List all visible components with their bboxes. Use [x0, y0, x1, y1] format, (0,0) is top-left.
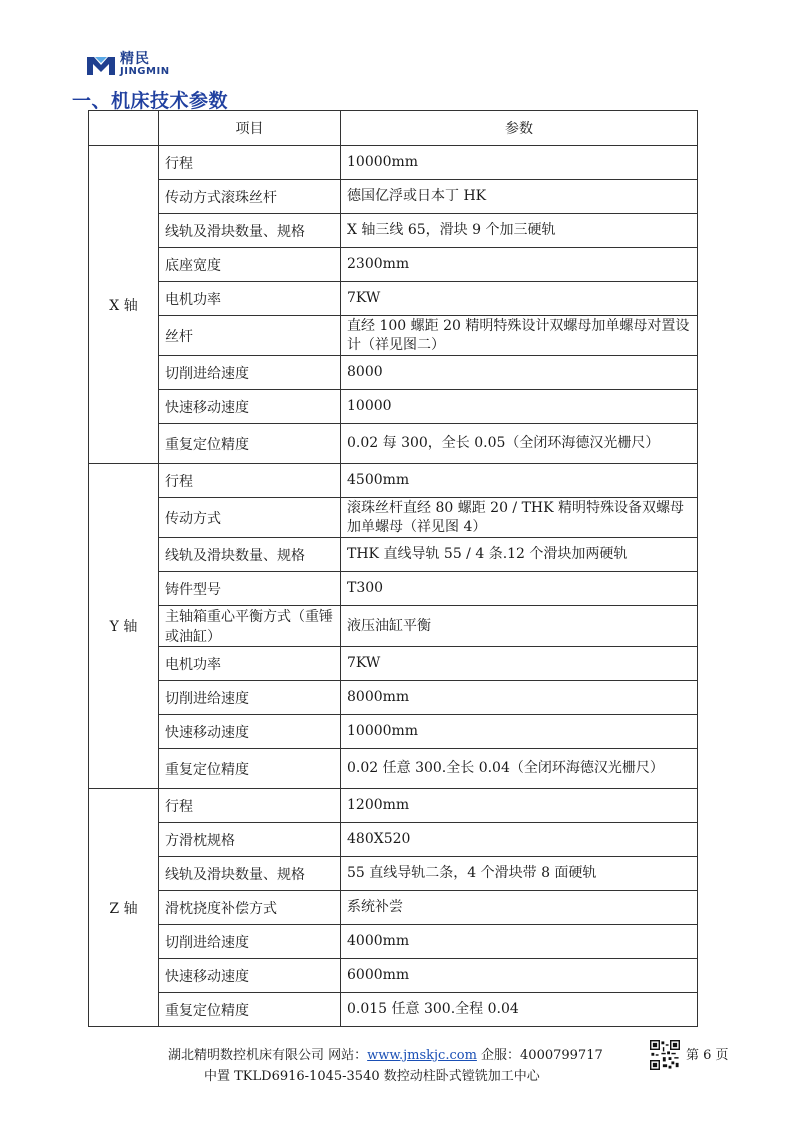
table-row	[89, 282, 698, 316]
param-value: 7KW	[341, 647, 698, 681]
param-name: 电机功率	[159, 647, 341, 681]
param-value: 8000mm	[341, 681, 698, 715]
table-row	[89, 248, 698, 282]
param-name: 切削进给速度	[159, 925, 341, 959]
param-value: 0.015 任意 300.全程 0.04	[341, 993, 698, 1027]
logo-cn-text: 精民	[120, 51, 150, 67]
header-item: 项目	[159, 111, 341, 146]
param-value: 8000	[341, 356, 698, 390]
table-row	[89, 180, 698, 214]
param-name: 传动方式滚珠丝杆	[159, 180, 341, 214]
param-value: 德国亿浮或日本丁 HK	[341, 180, 698, 214]
footer-company: 湖北精明数控机床有限公司 网站：	[168, 1048, 368, 1063]
param-value: 10000	[341, 390, 698, 424]
param-value: 系统补尝	[341, 891, 698, 925]
param-name: 重复定位精度	[159, 993, 341, 1027]
table-row	[89, 538, 698, 572]
table-row	[89, 606, 698, 647]
table-row	[89, 647, 698, 681]
table-row	[89, 959, 698, 993]
param-value: 4500mm	[341, 464, 698, 498]
table-row	[89, 925, 698, 959]
param-value: 10000mm	[341, 715, 698, 749]
company-logo	[86, 52, 170, 77]
section-heading: 一、机床技术参数	[72, 90, 229, 112]
param-name: 铸件型号	[159, 572, 341, 606]
param-value: 55 直线导轨二条，4 个滑块带 8 面硬轨	[341, 857, 698, 891]
table-row	[89, 823, 698, 857]
axis-label: Z 轴	[89, 789, 159, 1027]
spec-table-body	[89, 146, 698, 1027]
axis-label: X 轴	[89, 146, 159, 464]
page-number: 第 6 页	[686, 1048, 729, 1063]
param-name: 主轴箱重心平衡方式（重锤或油缸）	[159, 606, 341, 647]
logo-mark-icon	[86, 54, 116, 76]
param-value: X 轴三线 65，滑块 9 个加三硬轨	[341, 214, 698, 248]
footer-service: 企服：4000799717	[476, 1048, 603, 1063]
param-name: 快速移动速度	[159, 390, 341, 424]
param-name: 电机功率	[159, 282, 341, 316]
footer-line-1	[168, 1044, 603, 1063]
param-name: 丝杆	[159, 316, 341, 356]
param-value: 7KW	[341, 282, 698, 316]
logo-en-text: JINGMIN	[120, 66, 170, 77]
axis-label: Y 轴	[89, 464, 159, 789]
table-row	[89, 390, 698, 424]
param-name: 行程	[159, 146, 341, 180]
param-value: 液压油缸平衡	[341, 606, 698, 647]
param-name: 滑枕挠度补偿方式	[159, 891, 341, 925]
param-name: 切削进给速度	[159, 681, 341, 715]
param-value: 2300mm	[341, 248, 698, 282]
table-row	[89, 993, 698, 1027]
param-value: 滚珠丝杆直经 80 螺距 20 / THK 精明特殊设备双螺母加单螺母（祥见图 4）	[341, 498, 698, 538]
param-name: 重复定位精度	[159, 424, 341, 464]
table-row	[89, 356, 698, 390]
param-name: 切削进给速度	[159, 356, 341, 390]
param-value: 1200mm	[341, 789, 698, 823]
param-value: 直经 100 螺距 20 精明特殊设计双螺母加单螺母对置设计（祥见图二）	[341, 316, 698, 356]
table-row	[89, 749, 698, 789]
param-value: 0.02 任意 300.全长 0.04（全闭环海德汉光栅尺）	[341, 749, 698, 789]
param-value: T300	[341, 572, 698, 606]
param-value: 0.02 每 300，全长 0.05（全闭环海德汉光栅尺）	[341, 424, 698, 464]
table-row	[89, 857, 698, 891]
param-value: 4000mm	[341, 925, 698, 959]
table-header-row	[89, 111, 698, 146]
param-name: 行程	[159, 789, 341, 823]
table-row	[89, 498, 698, 538]
param-value: THK 直线导轨 55 / 4 条.12 个滑块加两硬轨	[341, 538, 698, 572]
param-name: 方滑枕规格	[159, 823, 341, 857]
param-value: 6000mm	[341, 959, 698, 993]
table-row	[89, 464, 698, 498]
param-value: 10000mm	[341, 146, 698, 180]
table-row	[89, 789, 698, 823]
param-name: 行程	[159, 464, 341, 498]
table-row	[89, 572, 698, 606]
table-row	[89, 316, 698, 356]
table-row	[89, 424, 698, 464]
table-row	[89, 214, 698, 248]
param-name: 线轨及滑块数量、规格	[159, 857, 341, 891]
header-param: 参数	[341, 111, 698, 146]
qr-code-icon	[650, 1040, 680, 1070]
table-row	[89, 681, 698, 715]
param-name: 线轨及滑块数量、规格	[159, 538, 341, 572]
param-name: 线轨及滑块数量、规格	[159, 214, 341, 248]
param-name: 底座宽度	[159, 248, 341, 282]
table-row	[89, 891, 698, 925]
param-name: 传动方式	[159, 498, 341, 538]
param-value: 480X520	[341, 823, 698, 857]
table-row	[89, 715, 698, 749]
footer-website-link[interactable]: www.jmskjc.com	[367, 1048, 477, 1063]
param-name: 重复定位精度	[159, 749, 341, 789]
footer-model: 中置 TKLD6916-1045-3540 数控动柱卧式镗铣加工中心	[204, 1069, 540, 1084]
param-name: 快速移动速度	[159, 959, 341, 993]
param-name: 快速移动速度	[159, 715, 341, 749]
header-blank	[89, 111, 159, 146]
table-row	[89, 146, 698, 180]
spec-table	[88, 110, 698, 1027]
